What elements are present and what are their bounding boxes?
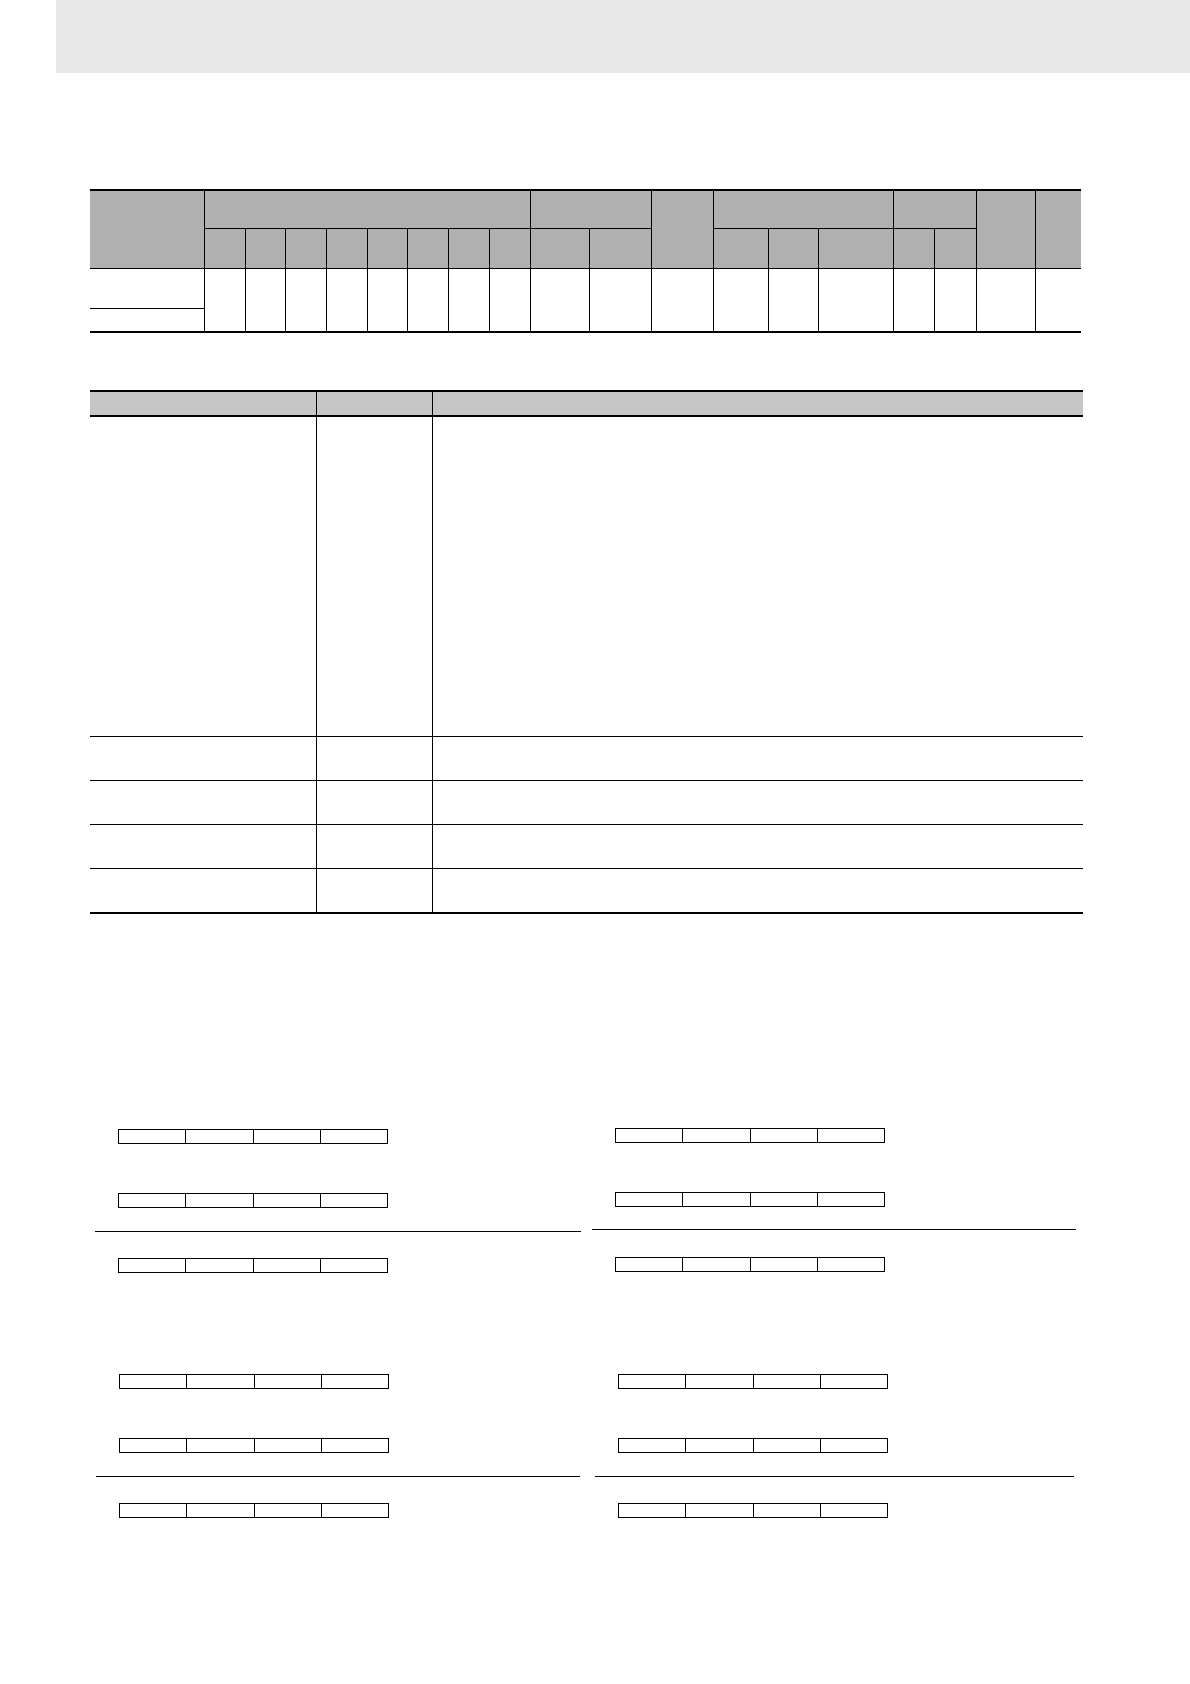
grid-col-sep — [530, 189, 531, 333]
grid-subcol-sep — [818, 228, 819, 333]
description-table-row-line — [90, 736, 1083, 737]
word-row — [119, 1438, 389, 1453]
grid-subcol-sep — [489, 228, 490, 333]
word-row — [615, 1192, 885, 1207]
grid-subcol-sep — [367, 228, 368, 333]
grid-table-row-divider — [90, 308, 204, 309]
grid-col-sep — [976, 189, 977, 333]
grid-col-sep — [893, 189, 894, 333]
word-row — [119, 1503, 389, 1518]
grid-subcol-sep — [589, 228, 590, 333]
grid-table-header — [90, 189, 1081, 269]
description-table-col-sep — [432, 390, 433, 914]
grid-table-bottom-border — [90, 331, 1081, 333]
word-row — [119, 1374, 389, 1389]
word-row — [615, 1128, 885, 1143]
grid-col-sep — [651, 189, 652, 333]
word-row — [118, 1258, 388, 1273]
grid-table-subheader-line-a — [204, 228, 651, 229]
grid-subcol-sep — [768, 228, 769, 333]
word-row — [618, 1374, 888, 1389]
grid-table-subheader-line-b — [713, 228, 976, 229]
grid-table-header-separator — [90, 268, 1081, 269]
grid-subcol-sep — [407, 228, 408, 333]
diagram-divider — [595, 1476, 1074, 1477]
grid-subcol-sep — [326, 228, 327, 333]
description-table-header-border — [90, 415, 1083, 417]
grid-subcol-sep — [285, 228, 286, 333]
grid-table-top-border — [90, 189, 1081, 191]
page-header-band — [56, 0, 1190, 73]
word-row — [618, 1503, 888, 1518]
diagram-divider — [95, 1231, 581, 1232]
description-table-row-line — [90, 824, 1083, 825]
word-row — [118, 1129, 388, 1144]
grid-col-sep — [713, 189, 714, 333]
grid-subcol-sep — [934, 228, 935, 333]
word-row — [118, 1193, 388, 1208]
description-table-row-line — [90, 868, 1083, 869]
description-table-bottom-border — [90, 912, 1083, 914]
description-table-col-sep — [316, 390, 317, 914]
description-table-header — [90, 390, 1083, 416]
word-row — [615, 1257, 885, 1272]
diagram-divider — [96, 1476, 580, 1477]
description-table-top-border — [90, 390, 1083, 392]
grid-col-sep — [1035, 189, 1036, 333]
description-table-row-line — [90, 780, 1083, 781]
diagram-divider — [592, 1229, 1076, 1230]
word-row — [618, 1438, 888, 1453]
grid-col-sep — [204, 189, 205, 333]
grid-subcol-sep — [245, 228, 246, 333]
grid-subcol-sep — [448, 228, 449, 333]
